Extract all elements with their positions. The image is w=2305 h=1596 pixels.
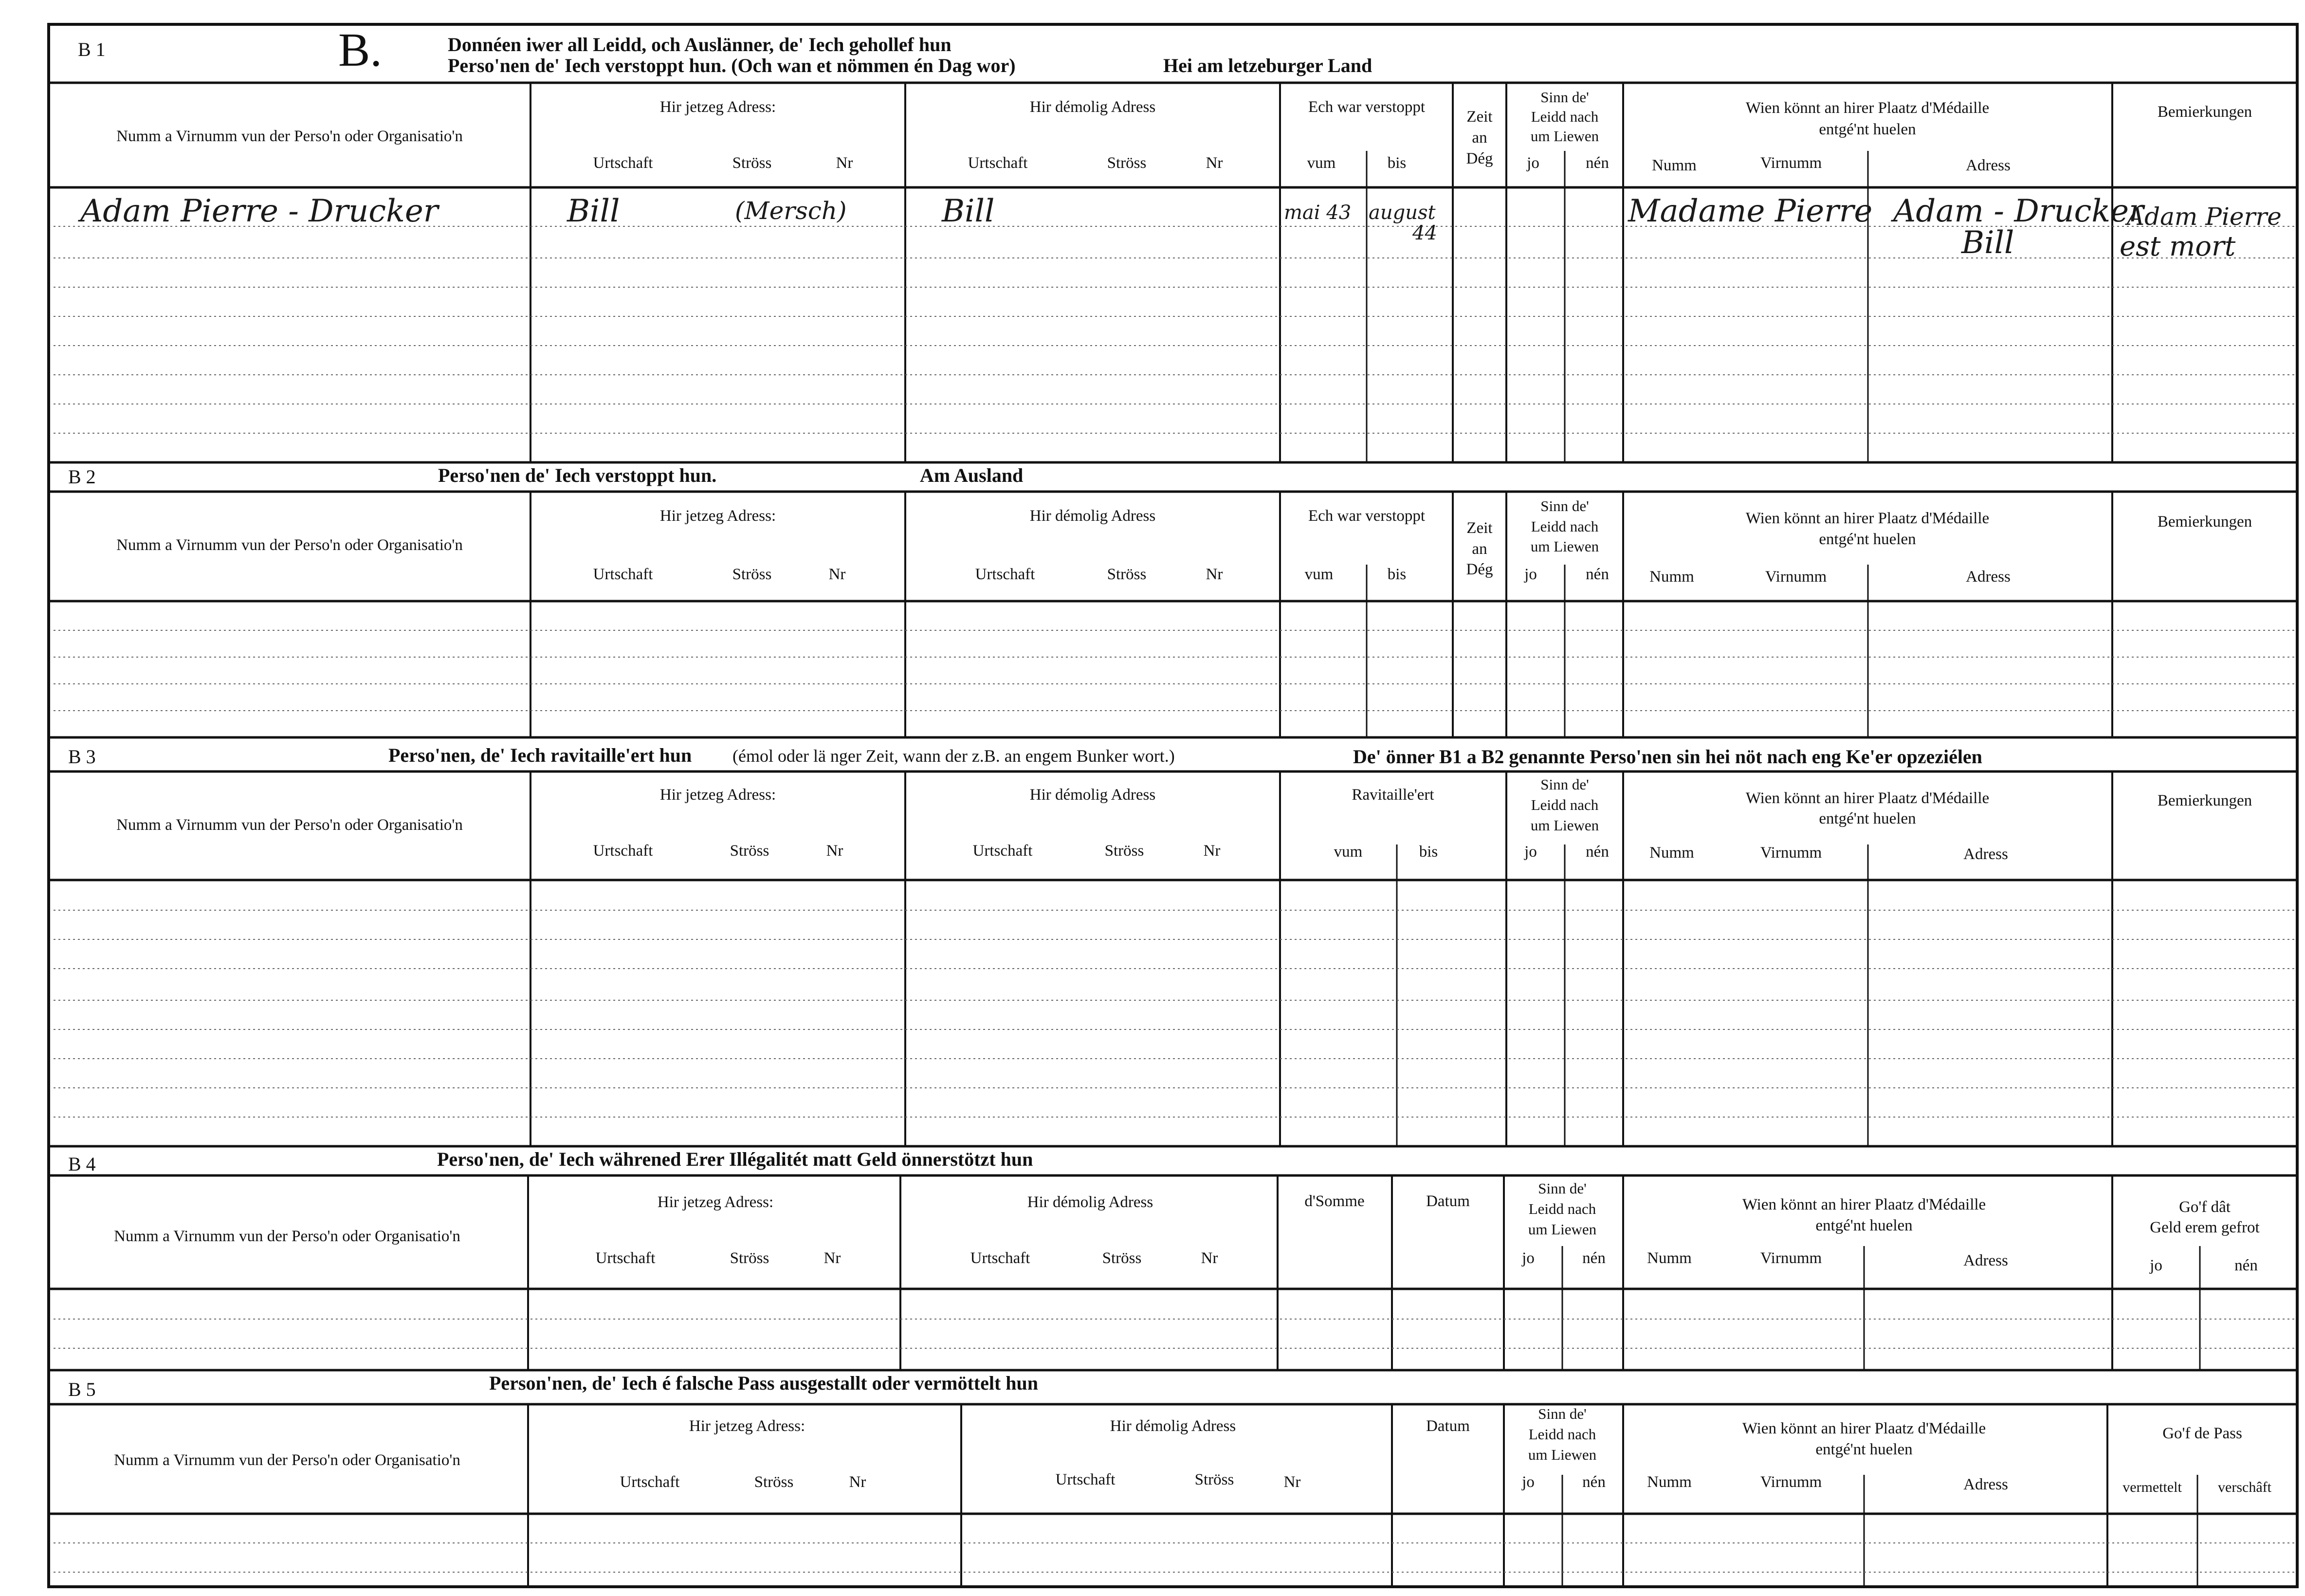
col-remarks: Bemierkungen bbox=[2157, 103, 2252, 121]
col-medal-2: entgé'nt huelen bbox=[1819, 121, 1916, 138]
col-hidden: Ech war verstoppt bbox=[1308, 98, 1426, 116]
col-time-2: an bbox=[1472, 540, 1487, 558]
col-name: Numm a Virnumm vun der Perso'n oder Organisatio'n bbox=[116, 536, 463, 554]
col-money-given-1: Go'f dât bbox=[2179, 1198, 2231, 1216]
col-street: Ströss bbox=[754, 1473, 794, 1491]
col-no: nén bbox=[1582, 1473, 1606, 1491]
col-from: vum bbox=[1334, 843, 1363, 861]
col-time-3: Dég bbox=[1466, 150, 1493, 167]
col-street: Ströss bbox=[1102, 1249, 1142, 1267]
col-yes: jo bbox=[1527, 154, 1539, 172]
col-lives-3: um Liewen bbox=[1530, 128, 1599, 145]
col-street: Ströss bbox=[1194, 1471, 1234, 1488]
section-code: B 3 bbox=[68, 746, 96, 768]
col-time-1: Zeit bbox=[1466, 108, 1493, 126]
col-former-address: Hir démolig Adress bbox=[1029, 507, 1156, 525]
col-lives-1: Sinn de' bbox=[1540, 89, 1589, 106]
section-code: B 2 bbox=[68, 466, 96, 488]
section-title: Person'nen, de' Iech é falsche Pass ausgestallt oder vermöttelt hun bbox=[489, 1372, 1039, 1394]
col-yes: jo bbox=[1522, 1473, 1535, 1491]
col-town: Urtschaft bbox=[972, 842, 1033, 860]
col-medal-address: Adress bbox=[1966, 568, 2011, 586]
col-former-address: Hir démolig Adress bbox=[1029, 98, 1156, 116]
col-town: Urtschaft bbox=[968, 154, 1028, 172]
col-yes: jo bbox=[1524, 843, 1537, 861]
col-lives-3: um Liewen bbox=[1528, 1446, 1597, 1463]
entry-remark-2: est mort bbox=[2120, 231, 2236, 262]
col-street: Ströss bbox=[1107, 154, 1147, 172]
col-yes: jo bbox=[1524, 566, 1537, 583]
entry-to-year: 44 bbox=[1412, 222, 1437, 244]
section-code: B 1 bbox=[78, 38, 106, 60]
col-number: Nr bbox=[836, 154, 853, 172]
col-medal-2: entgé'nt huelen bbox=[1819, 810, 1916, 827]
col-no: nén bbox=[1586, 843, 1609, 861]
col-former-address: Hir démolig Adress bbox=[1027, 1193, 1153, 1211]
col-to: bis bbox=[1419, 843, 1438, 861]
col-lives-3: um Liewen bbox=[1530, 817, 1599, 834]
col-medal-firstname: Virnumm bbox=[1760, 1249, 1822, 1267]
form-letter: B. bbox=[338, 24, 382, 76]
col-name: Numm a Virnumm vun der Perso'n oder Organisatio'n bbox=[116, 816, 463, 834]
col-former-address: Hir démolig Adress bbox=[1029, 786, 1156, 804]
col-medal-address: Adress bbox=[1963, 1476, 2008, 1493]
entry-remark-1: Adam Pierre bbox=[2127, 202, 2282, 231]
col-medal-2: entgé'nt huelen bbox=[1815, 1441, 1913, 1458]
entry-from: mai 43 bbox=[1284, 202, 1352, 224]
col-medal-name: Numm bbox=[1649, 568, 1694, 586]
col-medal-1: Wien könnt an hirer Plaatz d'Médaille bbox=[1742, 1420, 1986, 1437]
col-pass-given: Go'f de Pass bbox=[2162, 1425, 2242, 1442]
col-no: nén bbox=[1586, 566, 1609, 583]
entry-to: august bbox=[1369, 202, 1436, 224]
col-mediated: vermettelt bbox=[2122, 1479, 2182, 1495]
section-code: B 5 bbox=[68, 1378, 96, 1400]
col-date: Datum bbox=[1426, 1417, 1470, 1435]
col-lives-2: Leidd nach bbox=[1531, 518, 1599, 535]
col-number: Nr bbox=[1201, 1249, 1218, 1267]
col-street: Ströss bbox=[732, 154, 772, 172]
col-number: Nr bbox=[1206, 154, 1223, 172]
col-sum: d'Somme bbox=[1304, 1192, 1365, 1210]
col-from: vum bbox=[1307, 154, 1336, 172]
col-medal-firstname: Virnumm bbox=[1765, 568, 1827, 586]
col-medal-address: Adress bbox=[1963, 1252, 2008, 1269]
col-issued: verschâft bbox=[2218, 1479, 2271, 1495]
col-lives-2: Leidd nach bbox=[1528, 1426, 1596, 1443]
col-number: Nr bbox=[1206, 566, 1223, 583]
col-medal-firstname: Virnumm bbox=[1760, 844, 1822, 862]
col-current-address: Hir jetzeg Adress: bbox=[659, 507, 776, 525]
col-time-2: an bbox=[1472, 129, 1487, 147]
entry-medal-address-2: Bill bbox=[1961, 225, 2014, 261]
col-yes: jo bbox=[2150, 1257, 2162, 1274]
col-medal-firstname: Virnumm bbox=[1760, 1473, 1822, 1491]
col-medal-1: Wien könnt an hirer Plaatz d'Médaille bbox=[1742, 1196, 1986, 1213]
entry-medal-address: Adam - Drucker bbox=[1893, 193, 2144, 229]
col-town: Urtschaft bbox=[595, 1249, 656, 1267]
col-number: Nr bbox=[828, 566, 846, 583]
col-medal-1: Wien könnt an hirer Plaatz d'Médaille bbox=[1745, 789, 1990, 807]
col-name: Numm a Virnumm vun der Perso'n oder Organisatio'n bbox=[114, 1228, 460, 1245]
col-to: bis bbox=[1387, 566, 1407, 583]
entry-name: Adam Pierre - Drucker bbox=[80, 193, 439, 229]
col-lives-2: Leidd nach bbox=[1531, 796, 1599, 813]
col-lives-3: um Liewen bbox=[1530, 538, 1599, 555]
col-medal-address: Adress bbox=[1963, 845, 2008, 863]
col-money-given-2: Geld erem gefrot bbox=[2150, 1219, 2260, 1236]
col-current-address: Hir jetzeg Adress: bbox=[659, 786, 776, 804]
section-note: (émol oder lä nger Zeit, wann der z.B. an engem Bunker wort.) bbox=[732, 746, 1175, 766]
header-line-1: Donnéen iwer all Leidd, och Auslänner, de' Iech gehollef hun bbox=[448, 34, 951, 55]
section-title: Perso'nen, de' Iech währened Erer Illégalitét matt Geld önnerstötzt hun bbox=[437, 1148, 1033, 1170]
col-lives-1: Sinn de' bbox=[1538, 1405, 1587, 1422]
col-lives-2: Leidd nach bbox=[1528, 1200, 1596, 1217]
col-town: Urtschaft bbox=[593, 154, 653, 172]
col-number: Nr bbox=[1283, 1473, 1301, 1491]
col-name: Numm a Virnumm vun der Perso'n oder Organisatio'n bbox=[114, 1451, 460, 1469]
col-name: Numm a Virnumm vun der Perso'n oder Organisatio'n bbox=[116, 128, 463, 145]
header-line-2a: Perso'nen de' Iech verstoppt hun. (Och wan et nömmen én Dag wor) bbox=[448, 55, 1016, 76]
col-town: Urtschaft bbox=[970, 1249, 1030, 1267]
col-supplied: Ravitaille'ert bbox=[1352, 786, 1434, 804]
col-medal-name: Numm bbox=[1647, 1473, 1692, 1491]
col-remarks: Bemierkungen bbox=[2157, 513, 2252, 531]
col-town: Urtschaft bbox=[593, 842, 653, 860]
col-no: nén bbox=[1582, 1249, 1606, 1267]
section-code: B 4 bbox=[68, 1153, 96, 1175]
entry-former-town: Bill bbox=[942, 193, 995, 229]
header-line-2b: Hei am letzeburger Land bbox=[1163, 55, 1372, 76]
col-number: Nr bbox=[826, 842, 843, 860]
col-yes: jo bbox=[1522, 1249, 1535, 1267]
entry-medal-name: Madame Pierre bbox=[1628, 193, 1873, 229]
col-medal-name: Numm bbox=[1649, 844, 1694, 862]
col-current-address: Hir jetzeg Adress: bbox=[659, 98, 776, 116]
col-lives-1: Sinn de' bbox=[1540, 497, 1589, 514]
col-medal-name: Numm bbox=[1647, 1249, 1692, 1267]
col-number: Nr bbox=[1203, 842, 1221, 860]
col-medal-firstname: Virnumm bbox=[1760, 154, 1822, 172]
col-street: Ströss bbox=[732, 566, 772, 583]
col-medal-2: entgé'nt huelen bbox=[1815, 1217, 1913, 1234]
col-medal-1: Wien könnt an hirer Plaatz d'Médaille bbox=[1745, 99, 1990, 117]
section-note-2: De' önner B1 a B2 genannte Perso'nen sin hei nöt nach eng Ke'er opzeziélen bbox=[1353, 746, 1982, 768]
col-number: Nr bbox=[849, 1473, 866, 1491]
col-former-address: Hir démolig Adress bbox=[1110, 1417, 1236, 1435]
col-medal-2: entgé'nt huelen bbox=[1819, 531, 1916, 548]
col-town: Urtschaft bbox=[620, 1473, 680, 1491]
col-time-3: Dég bbox=[1466, 561, 1493, 578]
col-medal-address: Adress bbox=[1966, 157, 2011, 174]
entry-town: Bill bbox=[567, 193, 620, 229]
col-time-1: Zeit bbox=[1466, 519, 1493, 537]
entry-street: (Mersch) bbox=[735, 197, 847, 225]
col-from: vum bbox=[1304, 566, 1334, 583]
col-hidden: Ech war verstoppt bbox=[1308, 507, 1426, 525]
col-medal-1: Wien könnt an hirer Plaatz d'Médaille bbox=[1745, 510, 1990, 527]
col-lives-1: Sinn de' bbox=[1540, 776, 1589, 793]
col-street: Ströss bbox=[1104, 842, 1144, 860]
section-title: Perso'nen, de' Iech ravitaille'ert hun bbox=[388, 744, 692, 766]
col-lives-2: Leidd nach bbox=[1531, 108, 1599, 125]
col-medal-name: Numm bbox=[1652, 157, 1697, 174]
col-street: Ströss bbox=[1107, 566, 1147, 583]
col-no: nén bbox=[1586, 154, 1609, 172]
col-town: Urtschaft bbox=[593, 566, 653, 583]
col-remarks: Bemierkungen bbox=[2157, 792, 2252, 809]
col-lives-3: um Liewen bbox=[1528, 1221, 1597, 1238]
col-town: Urtschaft bbox=[975, 566, 1035, 583]
col-street: Ströss bbox=[730, 1249, 769, 1267]
col-number: Nr bbox=[823, 1249, 841, 1267]
section-title: Perso'nen de' Iech verstoppt hun. bbox=[438, 464, 717, 486]
col-no: nén bbox=[2234, 1257, 2258, 1274]
col-to: bis bbox=[1387, 154, 1407, 172]
col-street: Ströss bbox=[730, 842, 769, 860]
section-subtitle: Am Ausland bbox=[920, 464, 1024, 486]
col-current-address: Hir jetzeg Adress: bbox=[689, 1417, 805, 1435]
col-town: Urtschaft bbox=[1055, 1471, 1116, 1488]
col-current-address: Hir jetzeg Adress: bbox=[657, 1193, 774, 1211]
col-lives-1: Sinn de' bbox=[1538, 1180, 1587, 1197]
col-date: Datum bbox=[1426, 1192, 1470, 1210]
